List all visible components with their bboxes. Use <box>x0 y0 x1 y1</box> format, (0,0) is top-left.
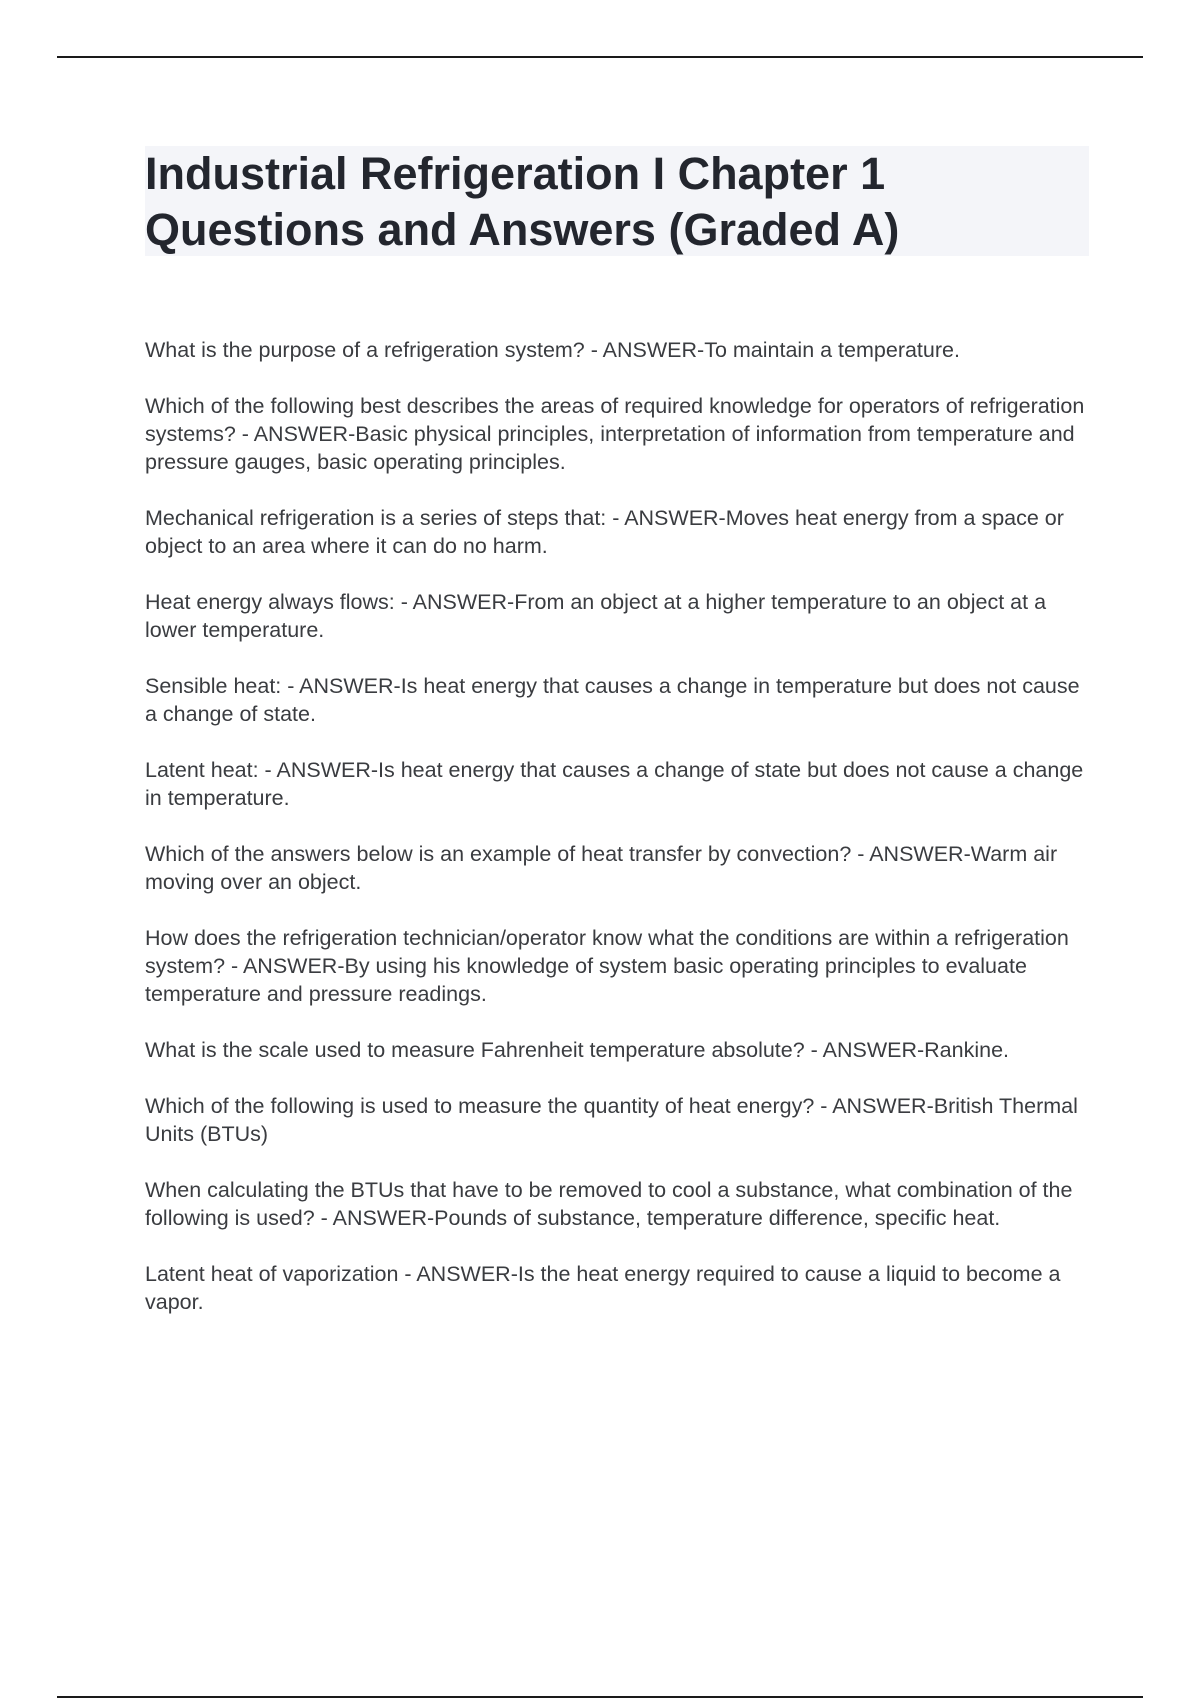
qa-item: Which of the following is used to measure the quantity of heat energy? - ANSWER-British Thermal Units (BTUs) <box>145 1094 1078 1146</box>
qa-list <box>145 336 1090 1344</box>
qa-item: Which of the following best describes the areas of required knowledge for operators of refrigeration systems? - ANSWER-Basic physical principles, interpretation of information from temperature and pressure gauges, basic operating principles. <box>145 394 1085 474</box>
qa-item: Latent heat: - ANSWER-Is heat energy that causes a change of state but does not cause a change in temperature. <box>145 758 1084 810</box>
top-rule <box>57 56 1143 58</box>
qa-item: When calculating the BTUs that have to be removed to cool a substance, what combination of the following is used? - ANSWER-Pounds of substance, temperature difference, specific heat. <box>145 1178 1073 1230</box>
title-highlight <box>145 146 1089 256</box>
qa-item: Sensible heat: - ANSWER-Is heat energy that causes a change in temperature but does not cause a change of state. <box>145 674 1080 726</box>
qa-item: How does the refrigeration technician/operator know what the conditions are within a refrigeration system? - ANSWER-By using his knowledge of system basic operating principles to evaluate temperature and pressure readings. <box>145 926 1069 1006</box>
qa-item: Heat energy always flows: - ANSWER-From an object at a higher temperature to an object at a lower temperature. <box>145 590 1047 642</box>
qa-item: Which of the answers below is an example of heat transfer by convection? - ANSWER-Warm air moving over an object. <box>145 842 1058 894</box>
qa-item: What is the scale used to measure Fahrenheit temperature absolute? - ANSWER-Rankine. <box>145 1038 1009 1062</box>
qa-item: Mechanical refrigeration is a series of steps that: - ANSWER-Moves heat energy from a space or object to an area where it can do no harm. <box>145 506 1064 558</box>
bottom-rule <box>57 1696 1143 1698</box>
document-title: Industrial Refrigeration I Chapter 1 Questions and Answers (Graded A) <box>145 148 900 255</box>
qa-item: What is the purpose of a refrigeration system? - ANSWER-To maintain a temperature. <box>145 338 960 362</box>
qa-item: Latent heat of vaporization - ANSWER-Is the heat energy required to cause a liquid to become a vapor. <box>145 1262 1061 1314</box>
